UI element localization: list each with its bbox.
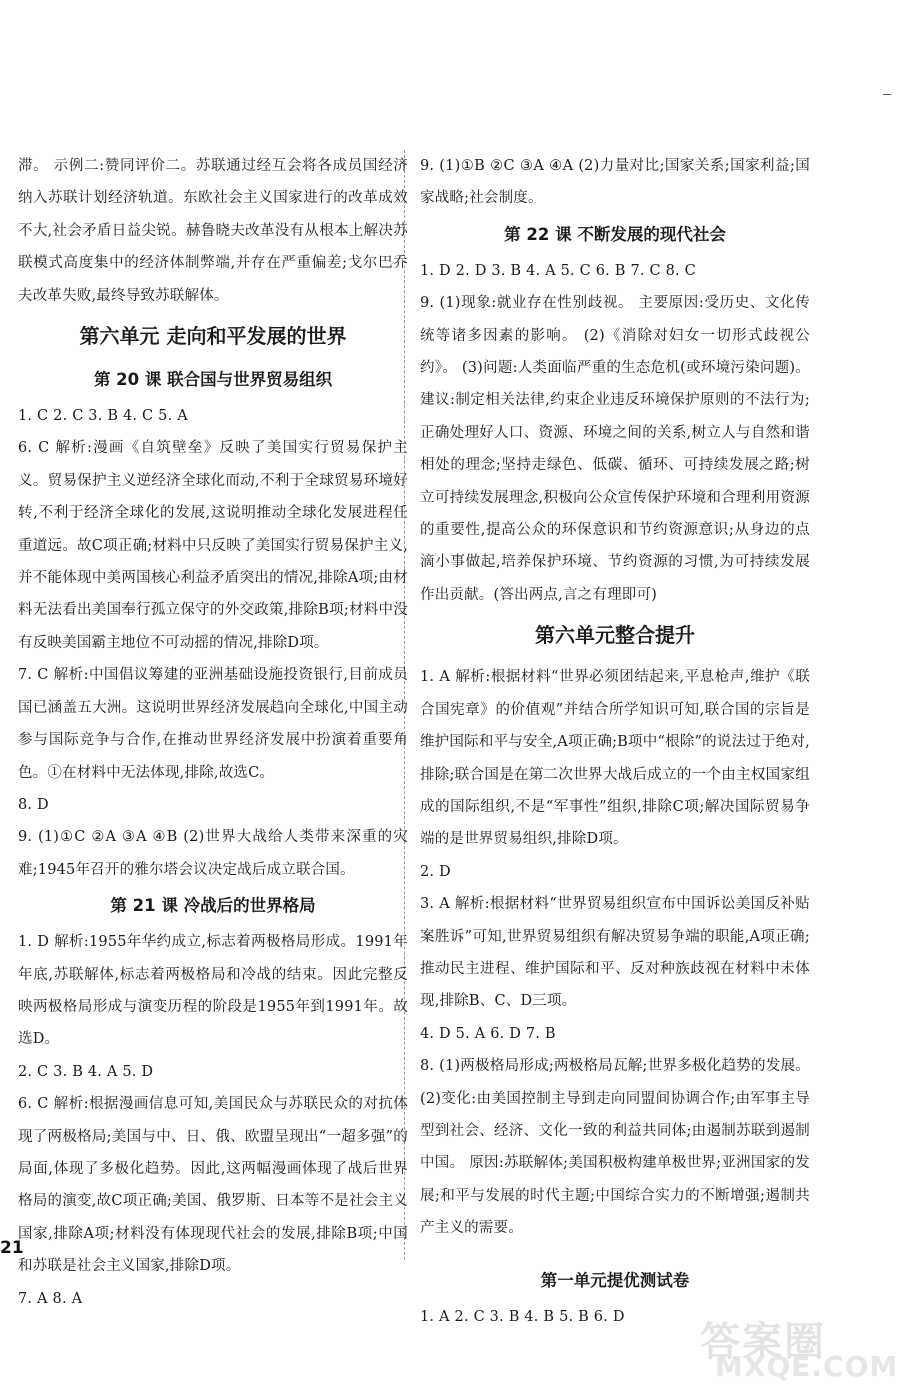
answer-line: 3. A 解析:根据材料“世界贸易组织宣布中国诉讼美国反补贴案胜诉”可知,世界贸易组织有解决贸易争端的职能,A项正确;推动民主进程、维护国际和平、反对种族歧视在材料中未体现,排除B、C、D三项。 xyxy=(420,896,810,1010)
answer-line: 8. D xyxy=(18,796,49,813)
answer-line: 8. (1)两极格局形成;两极格局瓦解;世界多极化趋势的发展。 (2)变化:由美国控制主导到走向同盟间协调合作;由军事主导型到社会、经济、文化一致的利益共同体;由遏制苏联到遏制中国。 原因:苏联解体;美国积极构建单极世界;亚洲国家的发展;和平与发展的时代主题;中国综合实力的不断增强;遏制共产主义的需要。 xyxy=(420,1058,810,1237)
answer-line: 1. C 2. C 3. B 4. C 5. A xyxy=(18,408,188,425)
left-column xyxy=(18,150,408,1315)
answer-line: 4. D 5. A 6. D 7. B xyxy=(420,1025,556,1042)
answer-line: 9. (1)现象:就业存在性别歧视。 主要原因:受历史、文化传统等诸多因素的影响。 (2)《消除对妇女一切形式歧视公约》。 (3)问题:人类面临严重的生态危机(或环境污染问题)。 建议:制定相关法律,约束企业违反环境保护原则的不法行为;正确处理好人口、资源、环境之间的关系,树立人与自然和谐相处的理念;坚持走绿色、低碳、循环、可持续发展之路;树立可持续发展理念,积极向公众宣传保护环境和合理利用资源的重要性,提高公众的环保意识和节约资源意识;从身边的点滴小事做起,培养保护环境、节约资源的习惯,为可持续发展作出贡献。(答出两点,言之有理即可) xyxy=(420,295,810,603)
answer-line: 7. A 8. A xyxy=(18,1290,83,1307)
unit-6-review-title: 第六单元整合提升 xyxy=(535,623,695,648)
answer-line: 7. C 解析:中国倡议筹建的亚洲基础设施投资银行,目前成员国已涵盖五大洲。这说明世界经济发展趋向全球化,中国主动参与国际竞争与合作,在推动世界经济发展中扮演着重要角色。①在材料中无法体现,排除,故选C。 xyxy=(18,667,408,781)
test-1-title: 第一单元提优测试卷 xyxy=(540,1270,690,1290)
intro-paragraph: 滞。 示例二:赞同评价二。苏联通过经互会将各成员国经济纳入苏联计划经济轨道。东欧社会主义国家进行的改革成效不大,社会矛盾日益尖锐。赫鲁晓夫改革没有从根本上解决苏联模式高度集中的经济体制弊端,并存在严重偏差;戈尔巴乔夫改革失败,最终导致苏联解体。 xyxy=(18,158,408,304)
lesson-22-title: 第 22 课 不断发展的现代社会 xyxy=(504,224,726,244)
page-number: 21 xyxy=(0,1238,24,1258)
answer-line: 1. A 2. C 3. B 4. B 5. B 6. D xyxy=(420,1308,625,1325)
right-column xyxy=(420,150,810,1333)
answer-line: 2. D xyxy=(420,863,451,880)
lesson-21-title: 第 21 课 冷战后的世界格局 xyxy=(110,896,316,916)
answer-line: 6. C 解析:漫画《自筑壁垒》反映了美国实行贸易保护主义。贸易保护主义逆经济全球化而动,不利于全球贸易环境好转,不利于经济全球化的发展,这说明推动全球化发展进程任重道远。故C项正确;材料中只反映了美国实行贸易保护主义,并不能体现中美两国核心利益矛盾突出的情况,排除A项;由材料无法看出美国奉行孤立保守的外交政策,排除B项;材料中没有反映美国霸主地位不可动摇的情况,排除D项。 xyxy=(18,440,408,651)
watermark-url: MXQE.COM xyxy=(715,1350,899,1383)
unit-6-title: 第六单元 走向和平发展的世界 xyxy=(79,324,347,349)
answer-line: 1. D 解析:1955年华约成立,标志着两极格局形成。1991年年底,苏联解体,标志着两极格局和冷战的结束。因此完整反映两极格局形成与演变历程的阶段是1955年到1991年。故选D。 xyxy=(18,934,408,1048)
answer-line: 1. A 解析:根据材料“世界必须团结起来,平息枪声,维护《联合国宪章》的价值观”并结合所学知识可知,联合国的宗旨是维护国际和平与安全,A项正确;B项中“根除”的说法过于绝对,排除;联合国是在第二次世界大战后成立的一个由主权国家组成的国际组织,不是“军事性”组织,排除C项;解决国际贸易争端的是世界贸易组织,排除D项。 xyxy=(420,669,810,848)
top-right-dash xyxy=(883,94,891,95)
lesson-20-title: 第 20 课 联合国与世界贸易组织 xyxy=(93,370,333,390)
answer-line: 9. (1)①B ②C ③A ④A (2)力量对比;国家关系;国家利益;国家战略;社会制度。 xyxy=(420,158,810,207)
answer-line: 9. (1)①C ②A ③A ④B (2)世界大战给人类带来深重的灾难;1945年召开的雅尔塔会议决定战后成立联合国。 xyxy=(18,829,408,878)
watermark-logo: 答案圈 xyxy=(700,1319,826,1365)
answer-line: 6. C 解析:根据漫画信息可知,美国民众与苏联民众的对抗体现了两极格局;美国与中、日、俄、欧盟呈现出“一超多强”的局面,体现了多极化趋势。因此,这两幅漫画体现了战后世界格局的演变,故C项正确;美国、俄罗斯、日本等不是社会主义国家,排除A项;材料没有体现现代社会的发展,排除B项;中国和苏联是社会主义国家,排除D项。 xyxy=(18,1096,408,1275)
answer-line: 1. D 2. D 3. B 4. A 5. C 6. B 7. C 8. C xyxy=(420,262,696,279)
answer-line: 2. C 3. B 4. A 5. D xyxy=(18,1063,154,1080)
